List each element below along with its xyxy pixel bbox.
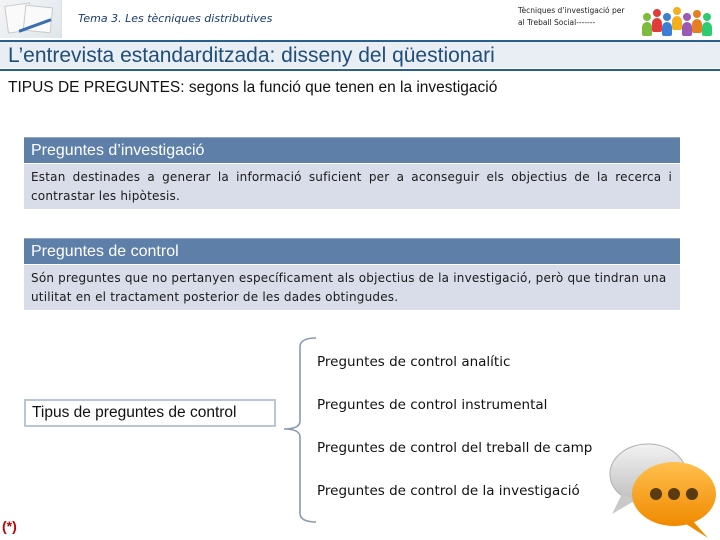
- people-group-icon: [640, 2, 720, 38]
- slide-title: L’entrevista estandarditzada: disseny del qüestionari: [8, 44, 495, 67]
- control-type-item: Preguntes de control del treball de camp: [317, 440, 593, 456]
- course-name-line-2: al Treball Social-------: [518, 18, 596, 27]
- control-type-item: Preguntes de control de la investigació: [317, 483, 580, 499]
- curly-brace-icon: [282, 337, 318, 523]
- control-types-root: Tipus de preguntes de control: [24, 399, 276, 427]
- chat-bubbles-icon: [608, 438, 720, 540]
- slide-subtitle: TIPUS DE PREGUNTES: segons la funció que tenen en la investigació: [8, 79, 498, 96]
- control-questions-heading: Preguntes de control: [24, 238, 680, 264]
- control-type-item: Preguntes de control instrumental: [317, 397, 548, 413]
- footnote-marker: (*): [2, 518, 17, 534]
- research-questions-heading: Preguntes d’investigació: [24, 137, 680, 163]
- slide-header: [0, 0, 720, 40]
- control-type-item: Preguntes de control analític: [317, 354, 511, 370]
- research-questions-text: Estan destinades a generar la informació suficient per a aconseguir els objectius de la recerca i contrastar les hipòtesis.: [24, 164, 680, 209]
- topic-title: Tema 3. Les tècniques distributives: [78, 12, 273, 25]
- course-name-line-1: Tècniques d’investigació per: [518, 6, 625, 15]
- course-name: [518, 5, 624, 29]
- title-divider: [0, 69, 720, 71]
- control-questions-text: Són preguntes que no pertanyen específicament als objectius de la investigació, però que tindran una utilitat en el tractament posterior de les dades obtingudes.: [24, 265, 680, 310]
- papers-pen-icon: [0, 0, 62, 38]
